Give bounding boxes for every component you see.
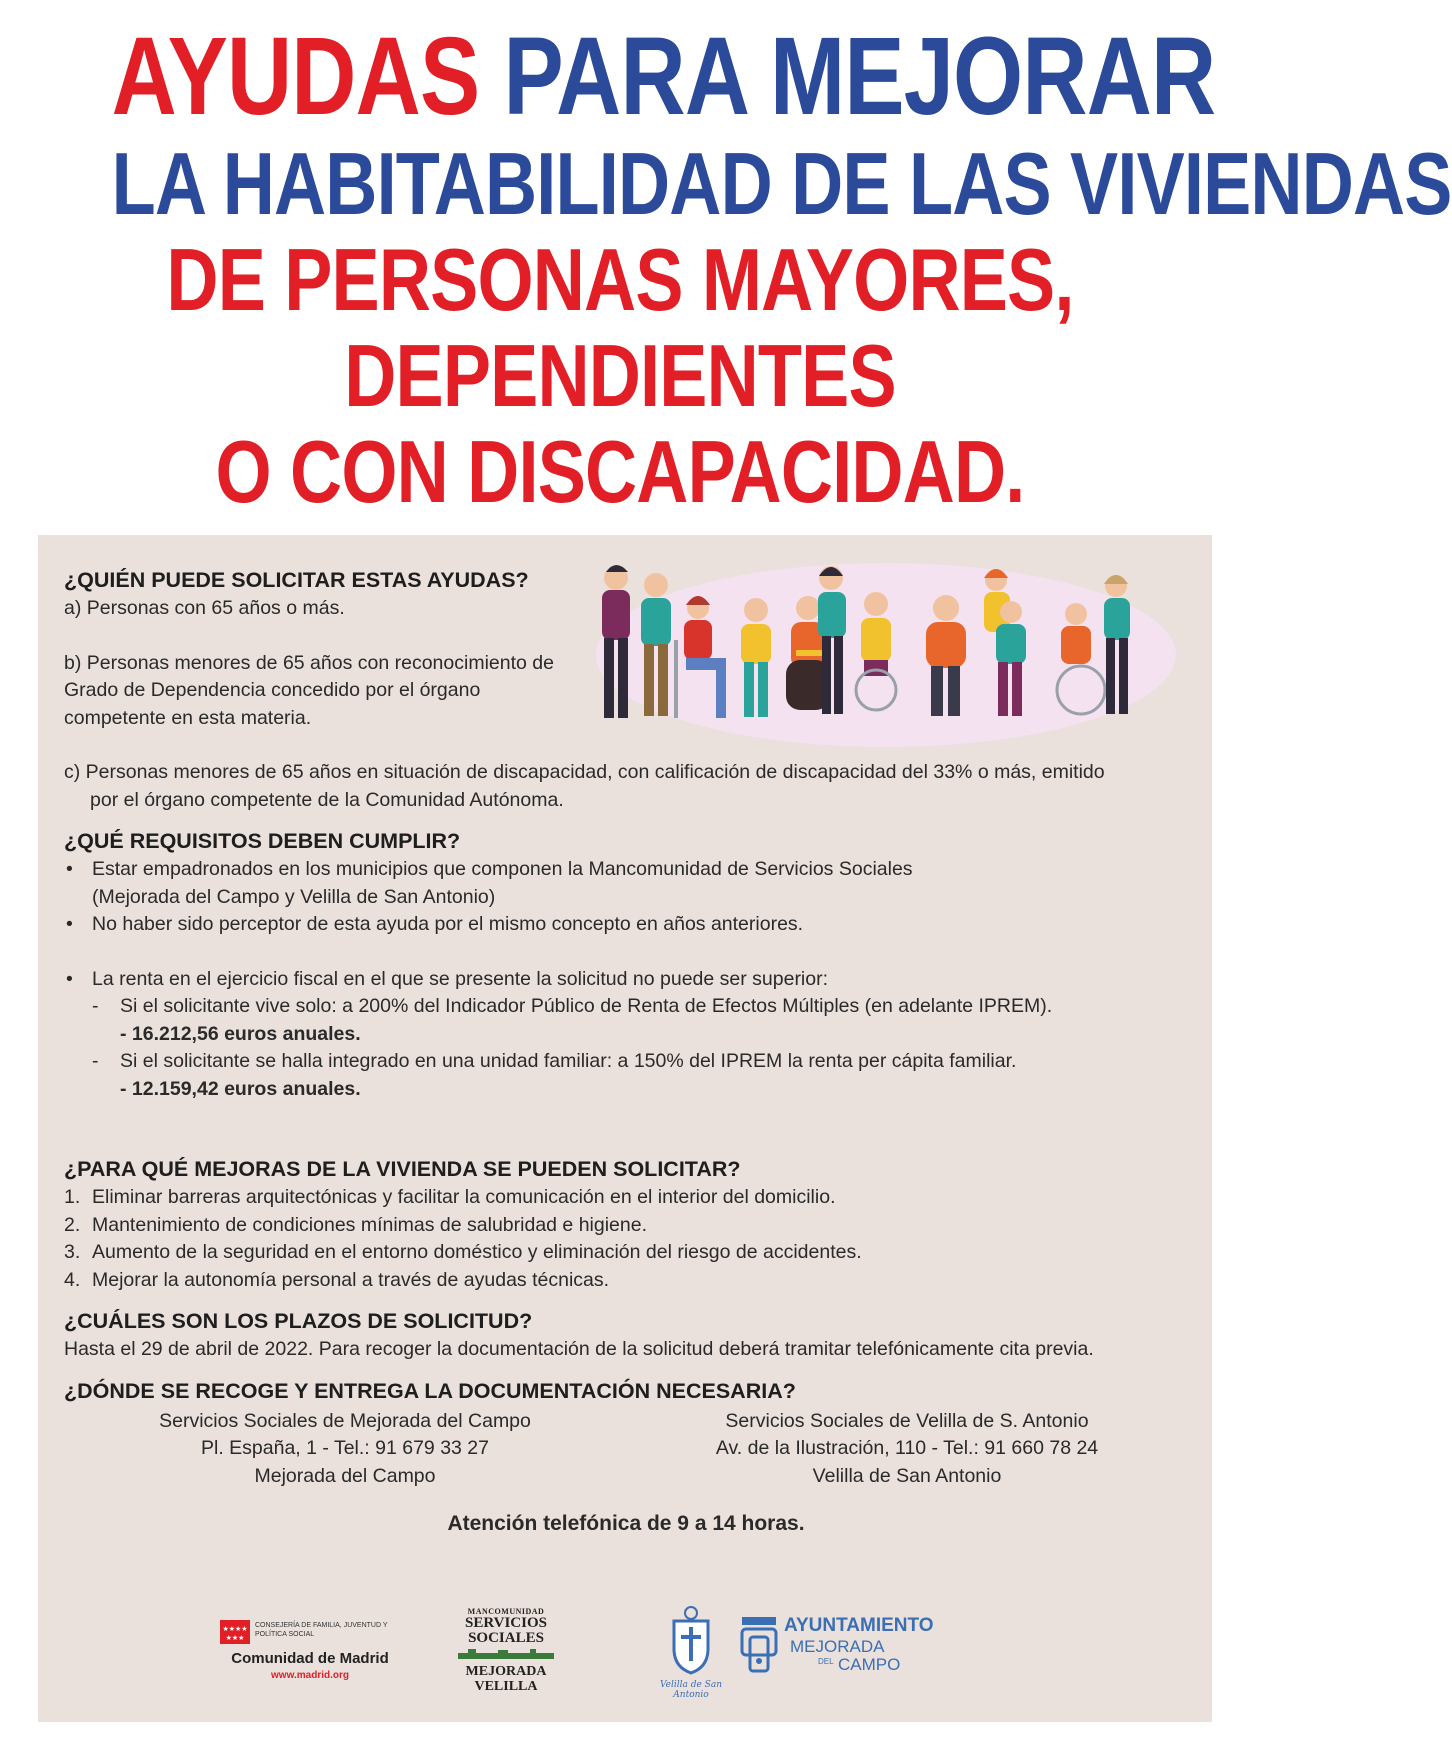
heading-quien: ¿QUIÉN PUEDE SOLICITAR ESTAS AYUDAS? — [64, 568, 529, 592]
requisito-sub-2: - Si el solicitante se halla integrado en una unidad familiar: a 150% del IPREM la renta per cápita familiar. — [92, 1050, 1017, 1072]
title-line-4: DEPENDIENTES — [344, 326, 896, 425]
quien-c: c) Personas menores de 65 años en situación de discapacidad, con calificación de discapacidad del 33% o más, emitido — [64, 761, 1105, 783]
mejora-item: 3. Aumento de la seguridad en el entorno doméstico y eliminación del riesgo de accidentes. — [64, 1241, 862, 1263]
requisito-amount-1: - 16.212,56 euros anuales. — [120, 1022, 361, 1045]
quien-a: a) Personas con 65 años o más. — [64, 597, 345, 619]
title-line-5: O CON DISCAPACIDAD. — [215, 422, 1025, 521]
content — [64, 565, 1188, 1538]
plazos-text: Hasta el 29 de abril de 2022. Para recoger la documentación de la solicitud deberá tramitar telefónicamente cita previa. — [64, 1338, 1094, 1360]
title-line-1: AYUDAS PARA MEJORAR — [111, 15, 1216, 138]
heading-mejoras: ¿PARA QUÉ MEJORAS DE LA VIVIENDA SE PUEDEN SOLICITAR? — [64, 1157, 741, 1181]
velilla-logo: Velilla de San Antonio — [646, 1605, 736, 1700]
title-line-2: LA HABITABILIDAD DE LAS VIVIENDAS — [111, 134, 1452, 233]
requisito-3: • La renta en el ejercicio fiscal en el que se presente la solicitud no puede ser superior: — [66, 967, 829, 990]
mancomunidad-logo: MANCOMUNIDAD SERVICIOS SOCIALES MEJORADA VELILLA — [456, 1607, 556, 1694]
mejora-item: 2. Mantenimiento de condiciones mínimas de salubridad e higiene. — [64, 1213, 647, 1236]
velilla-shield-icon — [666, 1605, 716, 1675]
atencion-telefonica: Atención telefónica de 9 a 14 horas. — [447, 1512, 805, 1535]
poster-title — [0, 15, 1452, 524]
info-panel — [38, 535, 1212, 1722]
quien-b: b) Personas menores de 65 años con reconocimiento de Grado de Dependencia concedido por el órgano competente en esta materia. — [64, 651, 554, 729]
requisito-1-cont: (Mejorada del Campo y Velilla de San Antonio) — [92, 885, 496, 908]
madrid-flag-icon — [220, 1620, 250, 1644]
ayuntamiento-emblem-icon — [738, 1615, 780, 1677]
addresses — [64, 1408, 1188, 1491]
heading-plazos: ¿CUÁLES SON LOS PLAZOS DE SOLICITUD? — [64, 1309, 533, 1333]
logos-row: ★★★★ ★★★ CONSEJERÍA DE FAMILIA, JUVENTUD Y POLÍTICA SOCIAL Comunidad de Madrid www.madrid.org MANCOMUNIDAD SERVICIOS SOCIALES MEJORADA VELILLA Velilla de San Antonio AYUNTAMIENTO MEJORADA DEL CAMPO — [38, 1605, 1212, 1725]
mejora-item: 1. Eliminar barreras arquitectónicas y facilitar la comunicación en el interior del domicilio. — [64, 1186, 836, 1208]
quien-c-cont: por el órgano competente de la Comunidad Autónoma. — [90, 788, 564, 811]
requisito-2: • No haber sido perceptor de esta ayuda por el mismo concepto en años anteriores. — [66, 913, 804, 935]
address-velilla: Servicios Sociales de Velilla de S. Antonio Av. de la Ilustración, 110 - Tel.: 91 660 78 24 Velilla de San Antonio — [715, 1409, 1099, 1487]
address-mejorada: Servicios Sociales de Mejorada del Campo Pl. España, 1 - Tel.: 91 679 33 27 Mejorada del Campo — [159, 1409, 531, 1487]
requisito-amount-2: - 12.159,42 euros anuales. — [120, 1077, 361, 1100]
skyline-icon — [458, 1649, 554, 1659]
svg-text:★★★: ★★★ — [225, 1634, 245, 1642]
svg-text:★★★★: ★★★★ — [222, 1625, 248, 1633]
heading-requisitos: ¿QUÉ REQUISITOS DEBEN CUMPLIR? — [64, 829, 461, 853]
heading-donde: ¿DÓNDE SE RECOGE Y ENTREGA LA DOCUMENTACIÓN NECESARIA? — [64, 1378, 796, 1403]
mejora-item: 4. Mejorar la autonomía personal a través de ayudas técnicas. — [64, 1268, 610, 1291]
requisito-1: • Estar empadronados en los municipios que componen la Mancomunidad de Servicios Sociales — [66, 858, 913, 880]
requisito-sub-1: - Si el solicitante vive solo: a 200% del Indicador Público de Renta de Efectos Múltiples (en adelante IPREM). — [92, 995, 1053, 1017]
title-line-3: DE PERSONAS MAYORES, — [166, 230, 1074, 329]
